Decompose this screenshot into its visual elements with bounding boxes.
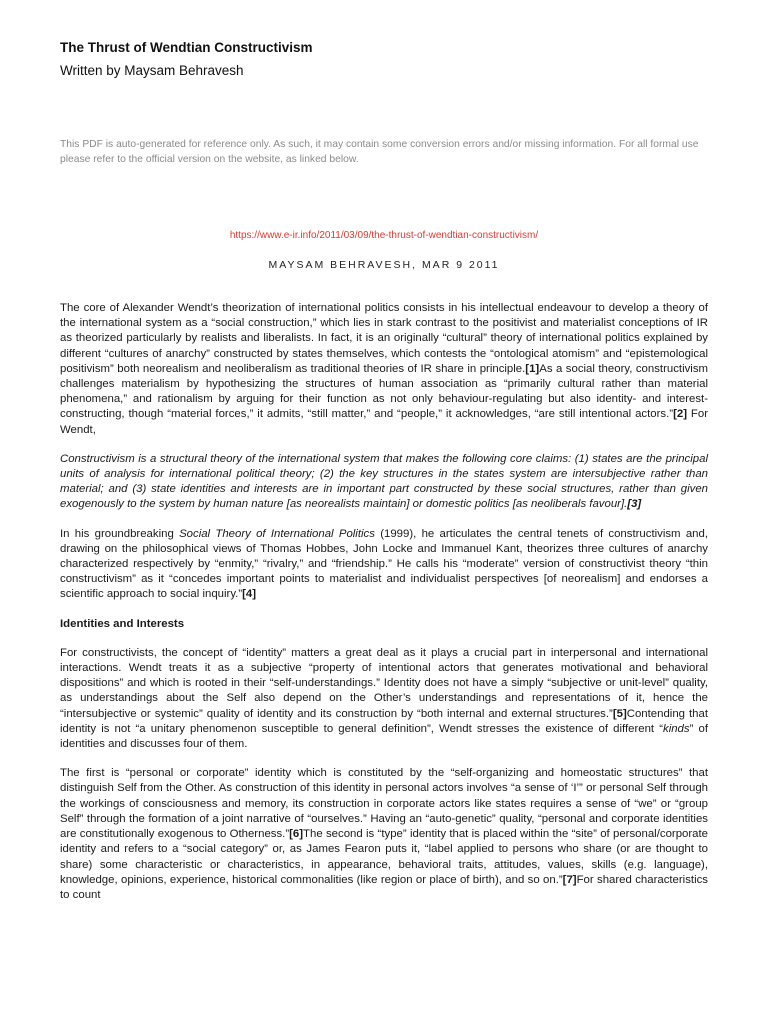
document-title: The Thrust of Wendtian Constructivism — [60, 40, 313, 55]
footnote-ref[interactable]: [1] — [525, 362, 540, 375]
footnote-ref[interactable]: [6] — [289, 828, 304, 841]
footnote-ref[interactable]: [3] — [627, 498, 642, 511]
paragraph: For constructivists, the concept of “identity” matters a great deal as it plays a crucial part in interpersonal and international interactions. Wendt treats it as a subjective “property of intentional actors that generates motivational and behavioral dispositions” and which is rooted in their “self-understandings.” Identity does not have a simply “subjective or unit-level” quality, as understandings about the Self also depend on the Other’s understandings and representations of it, hence the “intersubjective or systemic” quality of identity and its construction by “both internal and external structures.”[5]Contending that identity is not “a unitary phenomenon susceptible to general definition”, Wendt stresses the existence of different “kinds” of identities and discusses four of them. — [60, 646, 708, 751]
footnote-ref[interactable]: [4] — [242, 588, 257, 601]
paragraph: The first is “personal or corporate” identity which is constituted by the “self-organizing and homeostatic structures” that distinguish Self from the Other. As construction of this identity in personal actors involves “a sense of ‘I’” or personal Self through the workings of consciousness and memory, its construction in corporate actors like states requires a sense of “we” or “group Self” through the formation of a joint narrative of “ourselves.” Having an “auto-genetic” quality, “personal and corporate identities are constitutionally exogenous to Otherness.”[6]The second is “type” identity that is placed within the “site” of personal/corporate identity and refers to a “social category” or, as James Fearon puts it, “label applied to persons who share (or are thought to share) some characteristic or characteristics, in appearance, behavioral traits, attitudes, values, skills (e.g. language), knowledge, opinions, experience, historical commonalities (like region or place of birth), and so on.”[7]For shared characteristics to count — [60, 767, 708, 901]
block-quote: Constructivism is a structural theory of the international system that makes the following core claims: (1) states are the principal units of analysis for international political theory; (2) the key structures in the states system are intersubjective rather than material; and (3) state identities and interests are in important part constructed by these social structures, rather than given exogenously to the system by human nature [as neorealists maintain] or domestic politics [as neoliberals favour].[3] — [60, 452, 708, 511]
author-line: Written by Maysam Behravesh — [60, 63, 244, 78]
source-link[interactable]: https://www.e-ir.info/2011/03/09/the-thrust-of-wendtian-constructivism/ — [229, 230, 539, 241]
footnote-ref[interactable]: [5] — [612, 707, 627, 720]
section-heading: Identities and Interests — [60, 617, 185, 630]
book-title: Social Theory of International Politics — [179, 527, 375, 540]
pdf-notice: This PDF is auto-generated for reference only. As such, it may contain some conversion errors and/or missing information. For all formal use please refer to the official version on the website, as linked below. — [60, 139, 699, 165]
footnote-ref[interactable]: [2] — [673, 408, 687, 421]
byline: MAYSAM BEHRAVESH, MAR 9 2011 — [268, 259, 500, 271]
paragraph: The core of Alexander Wendt’s theorization of international politics consists in his intellectual endeavour to develop a theory of the international system as a “social construction,” which lies in stark contrast to the positivist and materialist conceptions of IR as theorized particularly by realists and liberalists. In fact, it is an originally “cultural” theory of international politics explained by different “cultures of anarchy” constructed by states themselves, which contests the “ontological atomism” and “epistemological positivism” both neorealism and neoliberalism as traditional theories of IR share in principle.[1]As a social theory, constructivism challenges materialism by hypothesizing the structures of human association as “primarily cultural rather than material phenomena,” and rationalism by arguing for their function as not only behaviour-regulating but also identity- and interest-constructing, though “material forces,” it admits, “still matter,” and “people,” it acknowledges, “are still intentional actors.”[2] For Wendt, — [60, 302, 709, 436]
paragraph: In his groundbreaking Social Theory of International Politics (1999), he articulates the central tenets of constructivism and, drawing on the philosophical views of Thomas Hobbes, John Locke and Immanuel Kant, theorizes three cultures of anarchy characterized respectively by “enmity,” “rivalry,” and “friendship.” He calls his “moderate” version of constructivist theory “thin constructivism” as it “concedes important points to materialist and individualist perspectives [of neorealism] and endorses a scientific approach to social inquiry.”[4] — [60, 527, 708, 601]
article-body — [60, 301, 708, 917]
footnote-ref[interactable]: [7] — [562, 873, 577, 886]
